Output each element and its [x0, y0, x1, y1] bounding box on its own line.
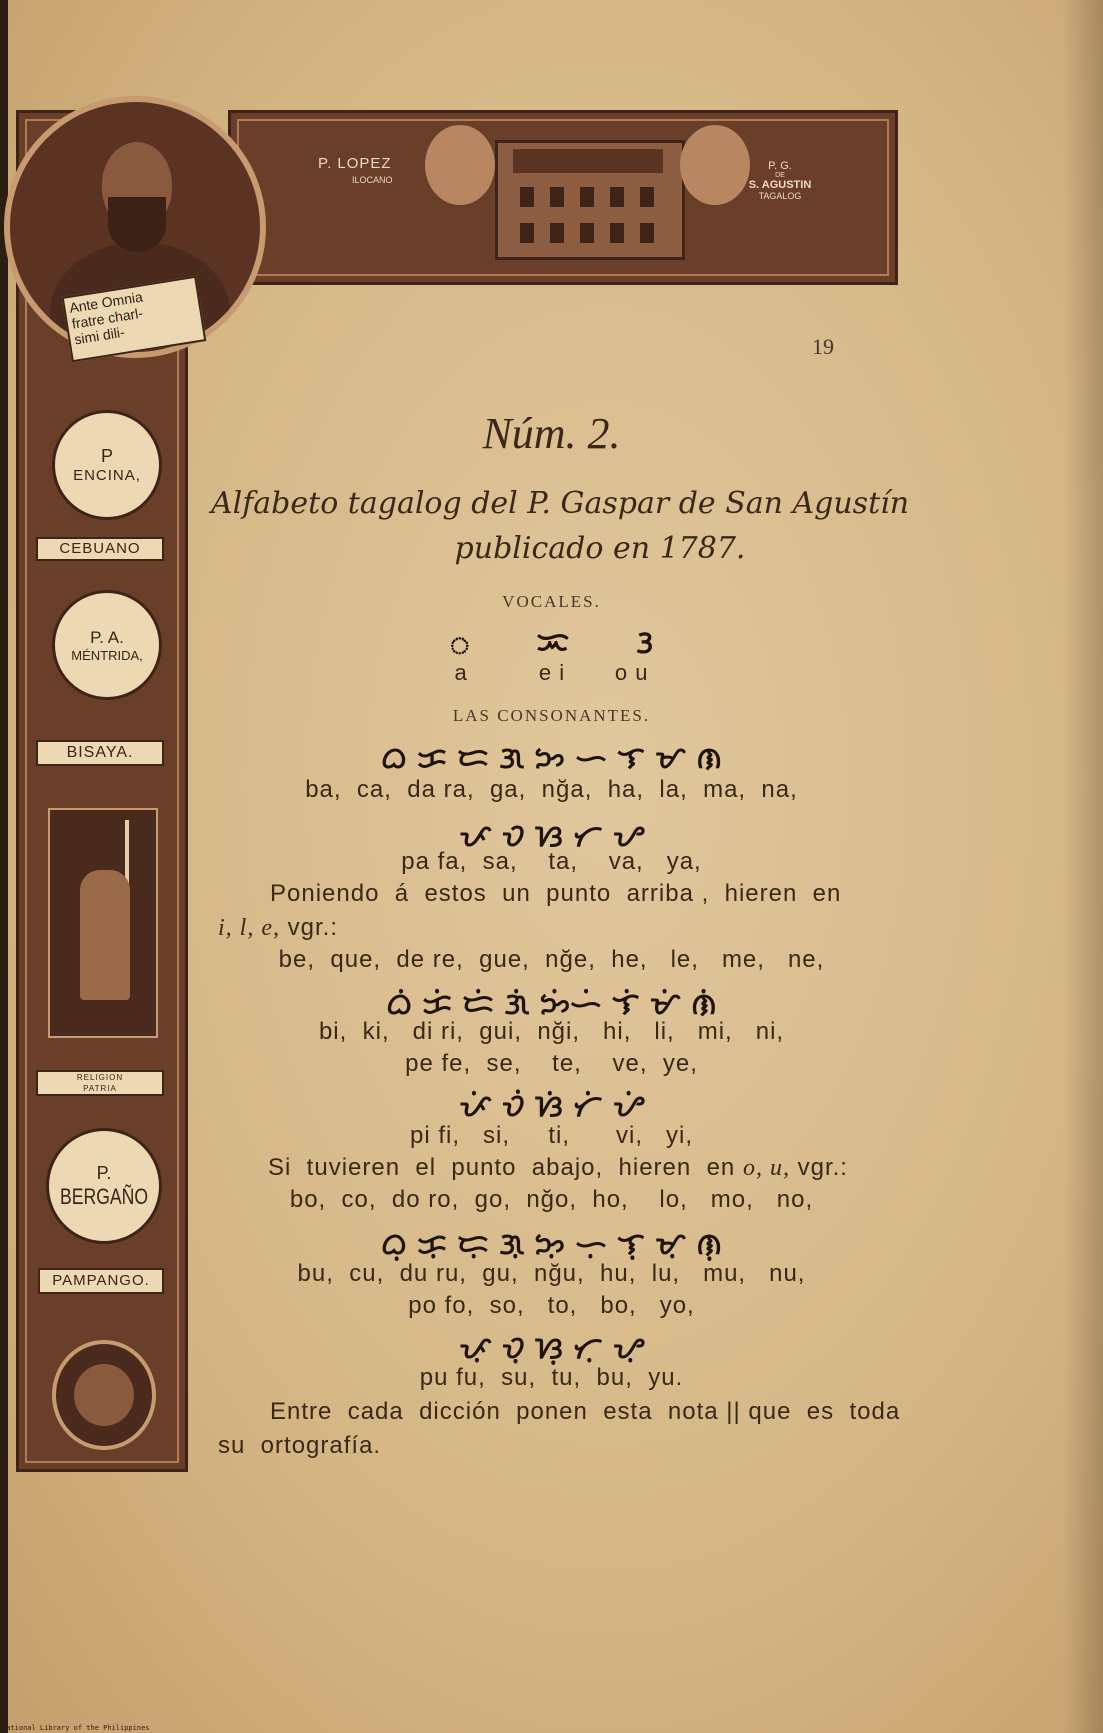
plaque-pampango: PAMPANGO.: [38, 1268, 164, 1294]
vowels-roman: a e i o u: [454, 660, 649, 685]
abajo-roman-row-3: po fo, so, to, bo, yo,: [408, 1292, 695, 1319]
window: [520, 223, 534, 243]
vowel-letters-o-u: o, u,: [742, 1155, 790, 1181]
library-credit: National Library of the Philippines: [2, 1724, 150, 1732]
consonants-script-row-2: ᜉ ᜏ ᜐ ᜆ ᜌ: [459, 819, 644, 854]
knight-figure: [80, 870, 130, 1000]
cartouche-bergano-name: BERGAÑO: [59, 1183, 149, 1209]
plaque-bisaya: BISAYA.: [36, 740, 164, 766]
cartouche-mentrida-p: P. A.: [90, 627, 124, 647]
arriba-script-row-1: ᜊᜒ ᜃᜒ ᜇᜒ ᜄᜒ ᜅᜒᜑᜒ ᜎᜒ ᜋᜒ ᜈᜒ: [386, 987, 717, 1022]
cartouche-lopez: [318, 155, 438, 225]
abajo-roman-row-2: bu, cu, du ru, gu, nğu, hu, lu, mu, nu,: [297, 1260, 806, 1287]
window: [520, 187, 534, 207]
paragraph-arriba-line-1: Poniendo á estos un punto arriba , hieren en: [270, 880, 842, 907]
arriba-roman-row-1: be, que, de re, gue, nğe, he, le, me, ne,: [278, 946, 825, 973]
window: [550, 187, 564, 207]
plaque-cebuano: CEBUANO: [36, 537, 164, 561]
consonants-script-row-1: ᜊ ᜃ ᜇ ᜄ ᜅ ᜑ ᜎ ᜋ ᜈ: [381, 741, 722, 776]
abajo-roman-row-1: bo, co, do ro, go, nğo, ho, lo, mo, no,: [289, 1186, 814, 1213]
cartouche-lopez-lang: ILOCANO: [352, 175, 393, 185]
plaque-patria: PATRIA: [83, 1084, 117, 1093]
page-title: Núm. 2.: [482, 409, 621, 458]
cartouche-lopez-name: P. LOPEZ: [318, 155, 392, 172]
window: [580, 187, 594, 207]
subtitle-line-1: Alfabeto tagalog del P. Gaspar de San Agustín: [210, 486, 910, 521]
closing-line-1: Entre cada dicción ponen esta nota || que es toda: [270, 1398, 901, 1425]
cartouche-agustin-name: S. AGUSTIN: [748, 179, 812, 191]
cartouche-bergano-p: P.: [96, 1162, 112, 1183]
arriba-roman-row-2: bi, ki, di ri, gui, nği, hi, li, mi, ni,: [318, 1018, 785, 1045]
vowel-letters-i-l-e: i, l, e,: [218, 915, 280, 941]
consonants-roman-row-1: ba, ca, da ra, ga, nğa, ha, la, ma, na,: [305, 776, 798, 803]
cartouche-agustin-lang: TAGALOG: [758, 191, 802, 201]
building-roof: [513, 149, 663, 173]
plaque-religion: RELIGION: [76, 1073, 124, 1082]
closing-line-2: su ortografía.: [218, 1432, 382, 1459]
building-engraving: [495, 140, 685, 260]
vgr-label: vgr.:: [280, 914, 339, 941]
abajo-roman-row-4: pu fu, su, tu, bu, yu.: [419, 1364, 684, 1391]
consonants-heading: LAS CONSONANTES.: [452, 706, 651, 725]
cartouche-encina-p: P: [100, 446, 113, 466]
page-number: 19: [812, 334, 834, 359]
scroll-inscription: Ante Omnia fratre charl- simi dili-: [62, 276, 207, 362]
window: [610, 187, 624, 207]
arriba-roman-row-3: pe fe, se, te, ve, ye,: [405, 1050, 698, 1077]
vowels-heading: VOCALES.: [502, 592, 601, 611]
cartouche-agustin: [720, 160, 840, 230]
arriba-roman-row-4: pi fi, si, ti, vi, yi,: [409, 1122, 694, 1149]
consonants-roman-row-2: pa fa, sa, ta, va, ya,: [401, 848, 702, 875]
paragraph-abajo-end: vgr.:: [789, 1154, 848, 1181]
window: [610, 223, 624, 243]
saint-beard: [108, 197, 166, 252]
arriba-script-row-2: ᜉᜒ ᜏᜒ ᜐᜒ ᜆᜒ ᜌᜒ: [459, 1089, 644, 1124]
cartouche-agustin-line2: DE: [775, 172, 785, 179]
window: [640, 187, 654, 207]
window: [550, 223, 564, 243]
abajo-script-row-2: ᜉᜓ ᜏᜓ ᜐᜓ ᜆᜓ ᜌᜓ: [459, 1331, 644, 1366]
abajo-script-row-1: ᜊᜓ ᜃᜓ ᜇᜓ ᜄᜓ ᜅᜓ ᜑᜓ ᜎᜓ ᜋᜓ ᜈᜓ: [381, 1227, 722, 1262]
cartouche-mentrida-name: MÉNTRIDA,: [71, 647, 143, 663]
paragraph-abajo-start: Si tuvieren el punto abajo, hieren en: [268, 1154, 743, 1181]
window: [640, 223, 654, 243]
paragraph-arriba-line-2: [218, 914, 338, 942]
window: [580, 223, 594, 243]
vowels-script: ᜀ ᜁ ᜂ: [449, 623, 654, 661]
cartouche-agustin-line1: P. G.: [768, 160, 792, 172]
cartouche-encina-name: ENCINA,: [73, 467, 141, 484]
subtitle-line-2: publicado en 1787.: [454, 531, 746, 566]
paragraph-abajo: [268, 1154, 848, 1182]
